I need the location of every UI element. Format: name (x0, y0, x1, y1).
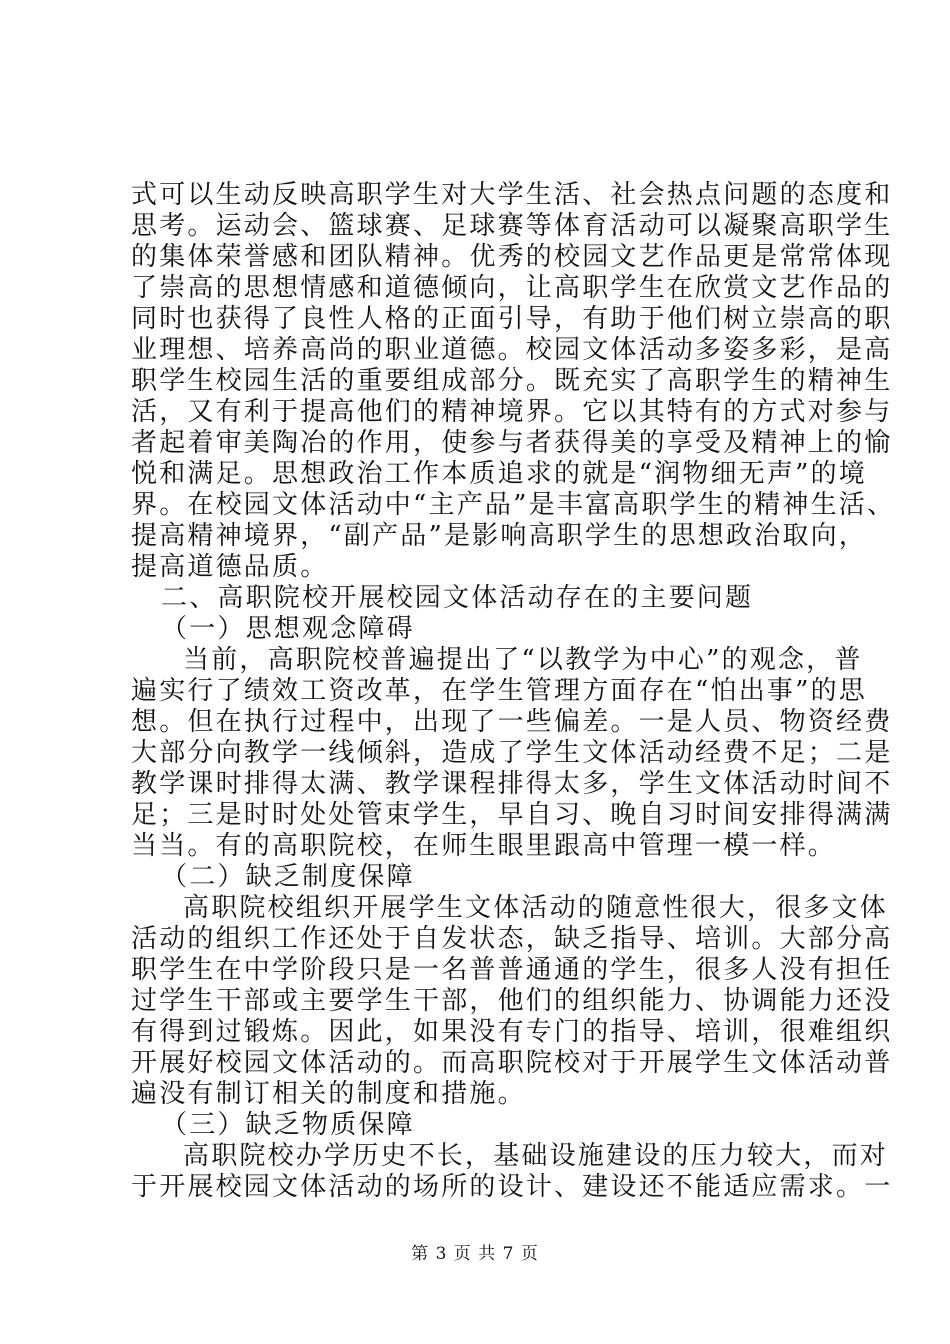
section-heading: 二、高职院校开展校园文体活动存在的主要问题 (161, 583, 754, 613)
text-line: 活，又有利于提高他们的精神境界。它以其特有的方式对参与 (131, 397, 893, 427)
text-line: 职学生校园生活的重要组成部分。既充实了高职学生的精神生 (131, 366, 893, 396)
subsection-heading: （一）思想观念障碍 (161, 614, 415, 644)
text-line: 提高精神境界，“副产品”是影响高职学生的思想政治取向， (131, 521, 867, 551)
text-line: 了崇高的思想情感和道德倾向，让高职学生在欣赏文艺作品的 (131, 273, 893, 303)
text-line: 想。但在执行过程中，出现了一些偏差。一是人员、物资经费 (131, 707, 893, 737)
paragraph-first-line: 高职院校组织开展学生文体活动的随意性很大，很多文体 (183, 893, 889, 923)
text-line: 同时也获得了良性人格的正面引导，有助于他们树立崇高的职 (131, 304, 893, 334)
text-line: 遍没有制订相关的制度和措施。 (131, 1079, 526, 1109)
subsection-heading: （二）缺乏制度保障 (161, 862, 415, 892)
document-body (131, 180, 896, 1203)
text-line: 界。在校园文体活动中“主产品”是丰富高职学生的精神生活、 (131, 490, 896, 520)
text-line: 式可以生动反映高职学生对大学生活、社会热点问题的态度和 (131, 180, 893, 210)
text-line: 遍实行了绩效工资改革，在学生管理方面存在“怕出事”的思 (131, 676, 867, 706)
text-line: 活动的组织工作还处于自发状态，缺乏指导、培训。大部分高 (131, 924, 893, 954)
text-line: 提高道德品质。 (131, 552, 329, 582)
text-line: 当当。有的高职院校，在师生眼里跟高中管理一模一样。 (131, 831, 837, 861)
text-line: 大部分向教学一线倾斜，造成了学生文体活动经费不足；二是 (131, 738, 893, 768)
paragraph-first-line: 高职院校办学历史不长，基础设施建设的压力较大，而对 (183, 1141, 889, 1171)
text-line: 者起着审美陶冶的作用，使参与者获得美的享受及精神上的愉 (131, 428, 893, 458)
text-line: 教学课时排得太满、教学课程排得太多，学生文体活动时间不 (131, 769, 893, 799)
page-number-footer: 第 3 页 共 7 页 (411, 1244, 539, 1264)
text-line: 悦和满足。思想政治工作本质追求的就是“润物细无声”的境 (131, 459, 867, 489)
text-line: 思考。运动会、篮球赛、足球赛等体育活动可以凝聚高职学生 (131, 211, 893, 241)
text-line: 足；三是时时处处管束学生，早自习、晚自习时间安排得满满 (131, 800, 893, 830)
text-line: 职学生在中学阶段只是一名普普通通的学生，很多人没有担任 (131, 955, 893, 985)
text-line: 的集体荣誉感和团队精神。优秀的校园文艺作品更是常常体现 (131, 242, 893, 272)
text-line: 有得到过锻炼。因此，如果没有专门的指导、培训，很难组织 (131, 1017, 893, 1047)
text-line: 过学生干部或主要学生干部，他们的组织能力、协调能力还没 (131, 986, 893, 1016)
paragraph-first-line: 当前，高职院校普遍提出了“以教学为中心”的观念，普 (183, 645, 863, 675)
text-line: 业理想、培养高尚的职业道德。校园文体活动多姿多彩，是高 (131, 335, 893, 365)
text-line: 开展好校园文体活动的。而高职院校对于开展学生文体活动普 (131, 1048, 893, 1078)
subsection-heading: （三）缺乏物质保障 (161, 1110, 415, 1140)
text-line: 于开展校园文体活动的场所的设计、建设还不能适应需求。一 (131, 1172, 893, 1202)
